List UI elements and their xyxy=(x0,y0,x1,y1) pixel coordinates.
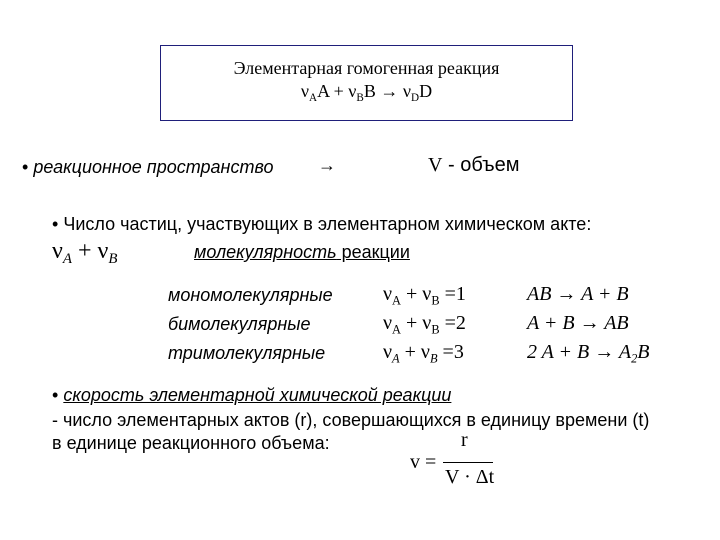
volume-definition: V - объем xyxy=(428,154,520,176)
row-bi-sum: $\nu_A + \nu_B =2$ xyxy=(383,312,466,337)
fraction-bar xyxy=(443,462,493,463)
formula-denominator: V · Δt xyxy=(445,466,495,488)
rate-definition-line1: - число элементарных актов (r), совершающихся в единицу времени (t) xyxy=(52,410,650,430)
molecularity-label: молекулярность реакции xyxy=(194,242,410,262)
title-heading: Элементарная гомогенная реакция xyxy=(233,58,500,78)
row-mono-sum: $\nu_A + \nu_B =1$ xyxy=(383,283,466,308)
reaction-space-label: реакционное пространство xyxy=(33,157,274,177)
title-box xyxy=(160,45,573,121)
row-bi-equation: A + B → AB xyxy=(527,312,629,334)
title-reaction-equation: $\nu_AA + \nu_BB \to \nu_DD$ xyxy=(300,81,433,104)
particles-text: Число частиц, участвующих в элементарном химическом акте: xyxy=(63,214,592,234)
row-mono-equation: AB → A + B xyxy=(527,283,629,305)
rate-definition-line2: в единице реакционного объема: xyxy=(52,433,330,453)
row-mono-name: мономолекулярные xyxy=(168,285,333,305)
nu-sum: $\nu_A + \nu_B$ xyxy=(52,238,118,268)
formula-numerator: r xyxy=(461,429,468,451)
bullet-particles: • Число частиц, участвующих в элементарном химическом акте: xyxy=(52,214,592,234)
arrow-icon: → xyxy=(318,155,336,175)
bullet-reaction-space: • реакционное пространство xyxy=(22,157,274,177)
row-tri-sum: $\nu_A + \nu_B =3$ xyxy=(383,341,464,366)
formula-lhs: v = xyxy=(410,451,437,473)
row-tri-equation: 2 $A + B \to A_2B$ xyxy=(527,341,650,366)
row-bi-name: бимолекулярные xyxy=(168,314,311,334)
rate-heading: скорость элементарной химической реакции xyxy=(63,385,452,405)
bullet-rate: • скорость элементарной химической реакции xyxy=(52,385,452,405)
row-tri-name: тримолекулярные xyxy=(168,343,326,363)
